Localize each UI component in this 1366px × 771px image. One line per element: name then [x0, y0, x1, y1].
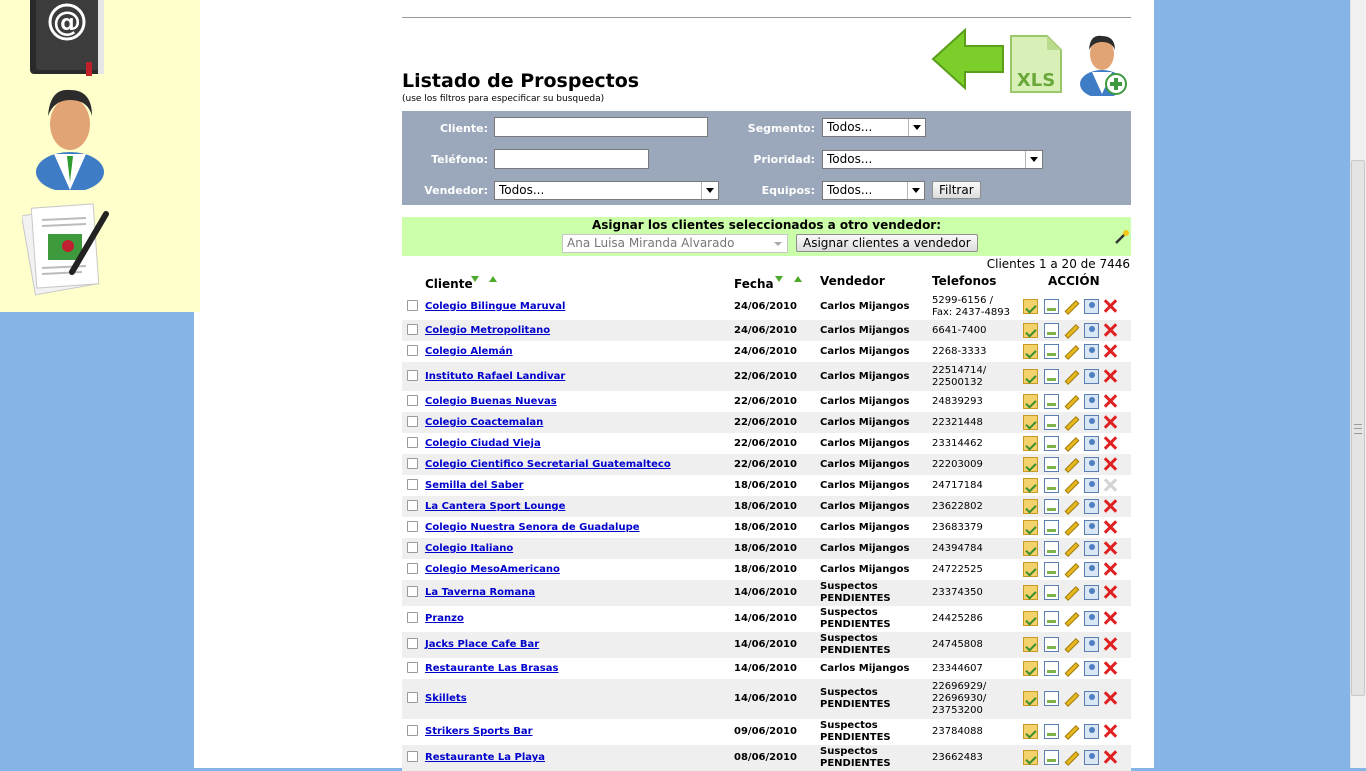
- email-check-icon[interactable]: [1023, 415, 1038, 430]
- client-name-link[interactable]: Instituto Rafael Landivar: [425, 371, 566, 382]
- user-card-icon[interactable]: [1084, 344, 1099, 359]
- delete-icon[interactable]: [1103, 562, 1117, 576]
- email-check-icon[interactable]: [1023, 611, 1038, 626]
- row-date: 08/06/2010: [734, 752, 797, 763]
- column-header-vendedor: Vendedor: [820, 274, 885, 288]
- row-actions: [1023, 661, 1113, 677]
- delete-icon[interactable]: [1103, 344, 1117, 358]
- pencil-icon[interactable]: [1065, 725, 1080, 740]
- row-checkbox[interactable]: [407, 725, 418, 736]
- row-checkbox[interactable]: [407, 395, 418, 406]
- top-divider: [402, 17, 1131, 18]
- row-actions: [1023, 394, 1113, 410]
- row-actions: [1023, 750, 1113, 766]
- user-card-icon[interactable]: [1084, 691, 1099, 706]
- pencil-icon[interactable]: [1065, 416, 1080, 431]
- back-arrow-icon[interactable]: [931, 28, 1005, 90]
- table-row: [402, 517, 1131, 538]
- xls-label: XLS: [1016, 70, 1056, 91]
- row-date: 09/06/2010: [734, 726, 797, 737]
- row-vendor: Suspectos PENDIENTES: [820, 633, 891, 656]
- row-vendor: Carlos Mijangos: [820, 501, 910, 512]
- client-name-link[interactable]: Colegio Italiano: [425, 543, 514, 554]
- email-check-icon[interactable]: [1023, 541, 1038, 556]
- delete-icon[interactable]: [1103, 750, 1117, 764]
- row-phones: 22321448: [932, 417, 983, 428]
- row-vendor: Carlos Mijangos: [820, 438, 910, 449]
- row-vendor: Suspectos PENDIENTES: [820, 720, 891, 743]
- client-name-link[interactable]: Colegio Coactemalan: [425, 417, 544, 428]
- chevron-down-icon: [701, 182, 718, 199]
- row-actions: [1023, 562, 1113, 578]
- row-vendor: Carlos Mijangos: [820, 396, 910, 407]
- chevron-down-icon: [907, 182, 924, 199]
- delete-icon[interactable]: [1103, 499, 1117, 513]
- row-vendor: Suspectos PENDIENTES: [820, 581, 891, 604]
- table-row: [402, 745, 1131, 771]
- table-row: [402, 658, 1131, 679]
- pencil-icon[interactable]: [1065, 479, 1080, 494]
- row-phones: 23314462: [932, 438, 983, 449]
- document-icon[interactable]: [1044, 611, 1059, 626]
- email-check-icon[interactable]: [1023, 691, 1038, 706]
- row-actions: [1023, 691, 1113, 707]
- row-phones: 5299-6156 / Fax: 2437-4893: [932, 295, 1010, 318]
- document-icon[interactable]: [1044, 661, 1059, 676]
- pencil-icon[interactable]: [1065, 751, 1080, 766]
- row-phones: 6641-7400: [932, 325, 987, 336]
- row-phones: 24839293: [932, 396, 983, 407]
- client-name-link[interactable]: La Cantera Sport Lounge: [425, 501, 566, 512]
- prioridad-select[interactable]: [822, 150, 1043, 169]
- email-check-icon[interactable]: [1023, 499, 1038, 514]
- document-icon[interactable]: [1044, 562, 1059, 577]
- client-name-link[interactable]: La Taverna Romana: [425, 587, 536, 598]
- document-icon[interactable]: [1044, 585, 1059, 600]
- table-row: [402, 538, 1131, 559]
- document-icon[interactable]: [1044, 436, 1059, 451]
- row-actions: [1023, 323, 1113, 339]
- delete-icon[interactable]: [1103, 478, 1117, 492]
- document-icon[interactable]: [1044, 415, 1059, 430]
- delete-icon[interactable]: [1103, 541, 1117, 555]
- row-date: 22/06/2010: [734, 417, 797, 428]
- sort-desc-icon[interactable]: [775, 276, 783, 282]
- scrollbar-grip-icon: [1354, 424, 1362, 434]
- row-phones: 2268-3333: [932, 346, 987, 357]
- telefono-input[interactable]: [494, 149, 649, 169]
- row-vendor: Suspectos PENDIENTES: [820, 607, 891, 630]
- email-check-icon[interactable]: [1023, 520, 1038, 535]
- pencil-icon[interactable]: [1065, 395, 1080, 410]
- vendedor-select-value: Todos...: [499, 183, 545, 197]
- row-date: 18/06/2010: [734, 501, 797, 512]
- row-vendor: Carlos Mijangos: [820, 371, 910, 382]
- row-phones: 24425286: [932, 613, 983, 624]
- document-icon[interactable]: [1044, 541, 1059, 556]
- row-vendor: Carlos Mijangos: [820, 301, 910, 312]
- row-vendor: Carlos Mijangos: [820, 663, 910, 674]
- row-vendor: Carlos Mijangos: [820, 564, 910, 575]
- pencil-icon[interactable]: [1065, 542, 1080, 557]
- filter-panel: [402, 111, 1131, 205]
- email-check-icon[interactable]: [1023, 457, 1038, 472]
- row-checkbox[interactable]: [407, 751, 418, 762]
- table-row: [402, 559, 1131, 580]
- user-card-icon[interactable]: [1084, 585, 1099, 600]
- column-header-accion: ACCIÓN: [1048, 274, 1100, 288]
- prioridad-label: Prioridad:: [753, 153, 815, 166]
- table-row: [402, 341, 1131, 362]
- row-checkbox[interactable]: [407, 586, 418, 597]
- row-checkbox[interactable]: [407, 563, 418, 574]
- document-icon[interactable]: [1044, 637, 1059, 652]
- prioridad-select-value: Todos...: [827, 152, 873, 166]
- table-row: [402, 580, 1131, 606]
- user-card-icon[interactable]: [1084, 750, 1099, 765]
- user-card-icon[interactable]: [1084, 415, 1099, 430]
- row-actions: [1023, 520, 1113, 536]
- table-row: [402, 454, 1131, 475]
- pencil-icon[interactable]: [1065, 586, 1080, 601]
- row-date: 24/06/2010: [734, 301, 797, 312]
- row-checkbox[interactable]: [407, 458, 418, 469]
- row-checkbox[interactable]: [407, 542, 418, 553]
- row-date: 18/06/2010: [734, 522, 797, 533]
- user-card-icon[interactable]: [1084, 436, 1099, 451]
- equipos-select[interactable]: [822, 181, 925, 200]
- row-actions: [1023, 344, 1113, 360]
- table-row: [402, 391, 1131, 412]
- document-icon[interactable]: [1044, 691, 1059, 706]
- pencil-icon[interactable]: [1065, 692, 1080, 707]
- email-check-icon[interactable]: [1023, 750, 1038, 765]
- row-actions: [1023, 541, 1113, 557]
- row-phones: 23662483: [932, 752, 983, 763]
- sort-asc-icon[interactable]: [794, 276, 802, 282]
- delete-icon[interactable]: [1103, 585, 1117, 599]
- sort-asc-icon[interactable]: [489, 276, 497, 282]
- pencil-icon[interactable]: [1065, 437, 1080, 452]
- row-date: 14/06/2010: [734, 693, 797, 704]
- row-vendor: Carlos Mijangos: [820, 346, 910, 357]
- client-name-link[interactable]: Restaurante Las Brasas: [425, 663, 559, 674]
- email-check-icon[interactable]: [1023, 562, 1038, 577]
- table-row: [402, 475, 1131, 496]
- user-card-icon[interactable]: [1084, 724, 1099, 739]
- segmento-select[interactable]: [822, 118, 926, 137]
- row-date: 18/06/2010: [734, 480, 797, 491]
- table-row: [402, 412, 1131, 433]
- row-phones: 24745808: [932, 639, 983, 650]
- row-date: 22/06/2010: [734, 371, 797, 382]
- pencil-icon[interactable]: [1065, 300, 1080, 315]
- document-icon[interactable]: [1044, 724, 1059, 739]
- row-checkbox[interactable]: [407, 479, 418, 490]
- document-icon[interactable]: [1044, 369, 1059, 384]
- delete-icon[interactable]: [1103, 637, 1117, 651]
- document-icon[interactable]: [1044, 344, 1059, 359]
- client-name-link[interactable]: Colegio MesoAmericano: [425, 564, 560, 575]
- pencil-icon[interactable]: [1065, 563, 1080, 578]
- row-phones: 23374350: [932, 587, 983, 598]
- row-phones: 23622802: [932, 501, 983, 512]
- client-name-link[interactable]: Colegio Nuestra Senora de Guadalupe: [425, 522, 640, 533]
- client-name-link[interactable]: Colegio Bilingue Maruval: [425, 301, 566, 312]
- row-checkbox[interactable]: [407, 437, 418, 448]
- email-check-icon[interactable]: [1023, 299, 1038, 314]
- equipos-label: Equipos:: [761, 184, 815, 197]
- pencil-icon[interactable]: [1065, 345, 1080, 360]
- user-card-icon[interactable]: [1084, 637, 1099, 652]
- row-date: 14/06/2010: [734, 587, 797, 598]
- row-checkbox[interactable]: [407, 500, 418, 511]
- row-checkbox[interactable]: [407, 370, 418, 381]
- delete-icon[interactable]: [1103, 369, 1117, 383]
- row-checkbox[interactable]: [407, 638, 418, 649]
- delete-icon[interactable]: [1103, 520, 1117, 534]
- table-row: [402, 496, 1131, 517]
- row-phones: 24394784: [932, 543, 983, 554]
- delete-icon[interactable]: [1103, 436, 1117, 450]
- column-header-cliente[interactable]: Cliente: [425, 277, 473, 291]
- row-date: 22/06/2010: [734, 396, 797, 407]
- row-checkbox[interactable]: [407, 416, 418, 427]
- client-name-link[interactable]: Colegio Buenas Nuevas: [425, 396, 557, 407]
- user-card-icon[interactable]: [1084, 541, 1099, 556]
- client-name-link[interactable]: Colegio Cientifico Secretarial Guatemalteco: [425, 459, 671, 470]
- row-date: 14/06/2010: [734, 663, 797, 674]
- row-date: 18/06/2010: [734, 564, 797, 575]
- chevron-down-icon: [1025, 151, 1042, 168]
- pencil-icon[interactable]: [1065, 500, 1080, 515]
- xls-export-icon[interactable]: [1009, 34, 1063, 94]
- table-row: [402, 362, 1131, 391]
- user-card-icon[interactable]: [1084, 499, 1099, 514]
- table-row: [402, 632, 1131, 658]
- column-header-fecha[interactable]: Fecha: [734, 277, 774, 291]
- segmento-label: Segmento:: [747, 122, 815, 135]
- assign-vendor-select[interactable]: Ana Luisa Miranda Alvarado: [562, 234, 788, 253]
- row-date: 14/06/2010: [734, 639, 797, 650]
- row-date: 18/06/2010: [734, 543, 797, 554]
- delete-icon[interactable]: [1103, 724, 1117, 738]
- pencil-icon[interactable]: [1065, 458, 1080, 473]
- delete-icon[interactable]: [1103, 394, 1117, 408]
- document-icon[interactable]: [1044, 499, 1059, 514]
- row-checkbox[interactable]: [407, 692, 418, 703]
- page-subtitle: (use los filtros para especificar su busqueda): [402, 94, 605, 104]
- cliente-input[interactable]: [494, 117, 708, 137]
- telefono-label: Teléfono:: [431, 153, 488, 166]
- delete-icon[interactable]: [1103, 323, 1117, 337]
- page-title: Listado de Prospectos: [402, 70, 640, 92]
- pencil-icon[interactable]: [1065, 521, 1080, 536]
- document-icon[interactable]: [1044, 299, 1059, 314]
- row-vendor: Carlos Mijangos: [820, 417, 910, 428]
- email-check-icon[interactable]: [1023, 394, 1038, 409]
- row-actions: [1023, 637, 1113, 653]
- client-name-link[interactable]: Colegio Ciudad Vieja: [425, 438, 541, 449]
- row-phones: 23784088: [932, 726, 983, 737]
- table-header: [402, 271, 1131, 293]
- delete-icon[interactable]: [1103, 661, 1117, 675]
- user-card-icon[interactable]: [1084, 478, 1099, 493]
- row-phones: 23344607: [932, 663, 983, 674]
- email-check-icon[interactable]: [1023, 637, 1038, 652]
- chevron-down-icon: [908, 119, 925, 136]
- user-card-icon[interactable]: [1084, 394, 1099, 409]
- row-vendor: Carlos Mijangos: [820, 459, 910, 470]
- sort-desc-icon[interactable]: [471, 276, 479, 282]
- filtrar-button[interactable]: Filtrar: [932, 181, 981, 199]
- left-sidebar: [0, 0, 200, 312]
- row-actions: [1023, 478, 1113, 494]
- cliente-label: Cliente:: [439, 122, 488, 135]
- client-name-link[interactable]: Jacks Place Cafe Bar: [425, 639, 540, 650]
- row-phones: 24717184: [932, 480, 983, 491]
- row-checkbox[interactable]: [407, 324, 418, 335]
- row-actions: [1023, 585, 1113, 601]
- pencil-icon[interactable]: [1065, 370, 1080, 385]
- user-card-icon[interactable]: [1084, 299, 1099, 314]
- email-check-icon[interactable]: [1023, 661, 1038, 676]
- vendedor-select[interactable]: [494, 181, 719, 200]
- row-vendor: Suspectos PENDIENTES: [820, 746, 891, 769]
- row-phones: 22203009: [932, 459, 983, 470]
- email-check-icon[interactable]: [1023, 323, 1038, 338]
- delete-icon[interactable]: [1103, 457, 1117, 471]
- user-card-icon[interactable]: [1084, 611, 1099, 626]
- email-check-icon[interactable]: [1023, 478, 1038, 493]
- svg-text:@: @: [53, 5, 81, 38]
- table-row: [402, 293, 1131, 320]
- row-vendor: Carlos Mijangos: [820, 480, 910, 491]
- delete-icon[interactable]: [1103, 415, 1117, 429]
- row-vendor: Carlos Mijangos: [820, 522, 910, 533]
- table-row: [402, 679, 1131, 719]
- column-header-telefonos: Telefonos: [932, 274, 997, 288]
- row-actions: [1023, 415, 1113, 431]
- document-icon[interactable]: [1044, 323, 1059, 338]
- user-card-icon[interactable]: [1084, 661, 1099, 676]
- user-card-icon[interactable]: [1084, 323, 1099, 338]
- email-check-icon[interactable]: [1023, 344, 1038, 359]
- results-count: Clientes 1 a 20 de 7446: [986, 257, 1130, 271]
- segmento-select-value: Todos...: [827, 120, 873, 134]
- document-icon[interactable]: [1044, 520, 1059, 535]
- email-check-icon[interactable]: [1023, 724, 1038, 739]
- table-row: [402, 433, 1131, 454]
- user-icon[interactable]: [34, 86, 106, 190]
- row-date: 14/06/2010: [734, 613, 797, 624]
- row-vendor: Suspectos PENDIENTES: [820, 687, 891, 710]
- user-card-icon[interactable]: [1084, 520, 1099, 535]
- client-name-link[interactable]: Skillets: [425, 693, 467, 704]
- row-checkbox[interactable]: [407, 612, 418, 623]
- assign-panel: [402, 217, 1131, 256]
- row-checkbox[interactable]: [407, 345, 418, 356]
- client-name-link[interactable]: Colegio Alemán: [425, 346, 513, 357]
- row-actions: [1023, 369, 1113, 385]
- user-card-icon[interactable]: [1084, 457, 1099, 472]
- row-checkbox[interactable]: [407, 521, 418, 532]
- document-icon[interactable]: [1044, 394, 1059, 409]
- row-phones: 22514714/ 22500132: [932, 365, 987, 388]
- row-date: 24/06/2010: [734, 325, 797, 336]
- table-row: [402, 320, 1131, 341]
- user-card-icon[interactable]: [1084, 369, 1099, 384]
- vendedor-label: Vendedor:: [424, 184, 488, 197]
- delete-icon[interactable]: [1103, 611, 1117, 625]
- client-name-link[interactable]: Restaurante La Playa: [425, 752, 545, 763]
- pencil-icon[interactable]: [1065, 638, 1080, 653]
- row-actions: [1023, 724, 1113, 740]
- row-actions: [1023, 611, 1113, 627]
- assign-vendor-button[interactable]: Asignar clientes a vendedor: [796, 234, 978, 252]
- magic-wand-icon[interactable]: [1114, 229, 1130, 245]
- client-name-link[interactable]: Strikers Sports Bar: [425, 726, 533, 737]
- client-name-link[interactable]: Semilla del Saber: [425, 480, 524, 491]
- user-card-icon[interactable]: [1084, 562, 1099, 577]
- row-date: 22/06/2010: [734, 459, 797, 470]
- row-checkbox[interactable]: [407, 662, 418, 673]
- row-actions: [1023, 457, 1113, 473]
- row-actions: [1023, 436, 1113, 452]
- document-icon[interactable]: [1044, 750, 1059, 765]
- table-row: [402, 606, 1131, 632]
- document-icon[interactable]: [1044, 478, 1059, 493]
- row-actions: [1023, 299, 1113, 315]
- row-actions: [1023, 499, 1113, 515]
- document-icon[interactable]: [1044, 457, 1059, 472]
- row-date: 24/06/2010: [734, 346, 797, 357]
- equipos-select-value: Todos...: [827, 183, 873, 197]
- pencil-icon[interactable]: [1065, 612, 1080, 627]
- row-checkbox[interactable]: [407, 300, 418, 311]
- email-check-icon[interactable]: [1023, 585, 1038, 600]
- row-phones: 24722525: [932, 564, 983, 575]
- client-name-link[interactable]: Colegio Metropolitano: [425, 325, 551, 336]
- row-phones: 23683379: [932, 522, 983, 533]
- email-check-icon[interactable]: [1023, 369, 1038, 384]
- address-book-icon[interactable]: [22, 0, 112, 80]
- row-vendor: Carlos Mijangos: [820, 325, 910, 336]
- documents-pen-icon[interactable]: [22, 196, 114, 296]
- pencil-icon[interactable]: [1065, 662, 1080, 677]
- delete-icon[interactable]: [1103, 299, 1117, 313]
- row-phones: 22696929/ 22696930/ 23753200: [932, 681, 987, 716]
- add-user-icon[interactable]: [1078, 34, 1128, 96]
- pencil-icon[interactable]: [1065, 324, 1080, 339]
- client-name-link[interactable]: Pranzo: [425, 613, 464, 624]
- row-vendor: Carlos Mijangos: [820, 543, 910, 554]
- table-row: [402, 719, 1131, 745]
- assign-title: Asignar los clientes seleccionados a otro vendedor:: [591, 218, 942, 232]
- delete-icon[interactable]: [1103, 691, 1117, 705]
- email-check-icon[interactable]: [1023, 436, 1038, 451]
- row-date: 22/06/2010: [734, 438, 797, 449]
